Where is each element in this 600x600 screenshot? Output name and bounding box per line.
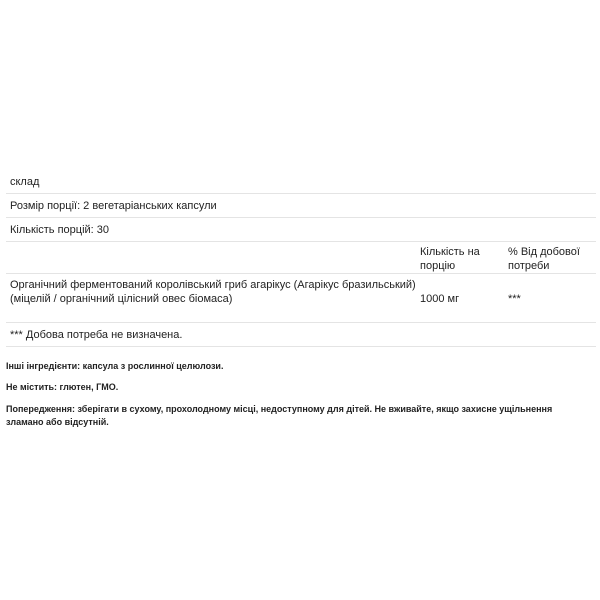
table-title-row (6, 170, 596, 194)
footnote: *** Добова потреба не визначена. (10, 329, 183, 341)
table-title: склад (10, 176, 40, 188)
footnote-row (6, 323, 596, 347)
ingredient-name: Органічний ферментований королівський гриб агарікус (Агарікус бразильський) (міцелій / органічний цілісний овес біомаса) (10, 279, 416, 305)
table-row (6, 274, 596, 323)
table-header-row (6, 242, 596, 274)
warning-note: Попередження: зберігати в сухому, прохолодному місці, недоступному для дітей. Не вживайте, якщо захисне ущільнення зламано або відсутній. (6, 404, 553, 427)
amount-column-header: Кількість на порцію (420, 246, 480, 272)
serving-size: Розмір порції: 2 вегетаріанських капсули (10, 200, 217, 212)
supplement-facts-table (6, 170, 596, 347)
servings-per-container: Кількість порцій: 30 (10, 224, 110, 236)
ingredient-amount: 1000 мг (420, 293, 460, 305)
serving-size-row (6, 194, 596, 218)
ingredient-daily-value: *** (508, 293, 521, 305)
other-ingredients-note: Інші інгредієнти: капсула з рослинної целюлози. (6, 361, 224, 371)
header-spacer (10, 245, 420, 269)
servings-per-container-row (6, 218, 596, 242)
does-not-contain-note: Не містить: глютен, ГМО. (6, 382, 119, 392)
daily-value-column-header: % Від добової потреби (508, 246, 580, 272)
